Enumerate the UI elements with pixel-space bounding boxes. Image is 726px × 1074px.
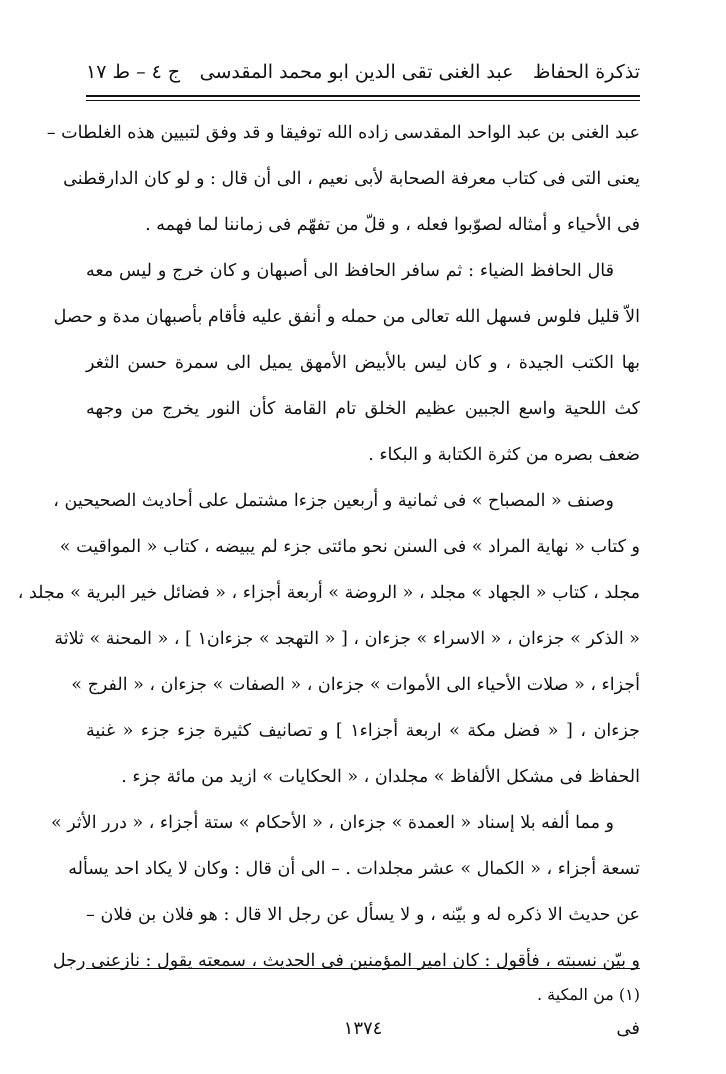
text-line: ضعف بصره من كثرة الكتابة و البكاء . bbox=[368, 445, 640, 465]
header-rule-thin bbox=[86, 100, 640, 101]
text-line: وصنف « المصباح » فى ثمانية و أربعين جزءا مشتمل على أحاديث الصحيحين ، bbox=[53, 491, 614, 511]
header-subject: عبد الغنى تقى الدين ابو محمد المقدسى bbox=[199, 61, 514, 83]
text-line: و كتاب « نهاية المراد » فى السنن نحو مائتى جزء لم يبيضه ، كتاب « المواقيت » bbox=[59, 537, 640, 557]
text-line: قال الحافظ الضياء : ثم سافر الحافظ الى أصبهان و كان خرج و ليس معه bbox=[86, 261, 614, 281]
running-header bbox=[86, 52, 640, 92]
text-line: يعنى التى فى كتاب معرفة الصحابة لأبى نعيم ، الى أن قال : و لو كان الدارقطنى bbox=[63, 169, 640, 189]
text-line: الحفاظ فى مشكل الألفاظ » مجلدان ، « الحكايات » ازيد من مائة جزء . bbox=[121, 767, 640, 787]
text-line: و بيّن نسبته ، فأقول : كان امير المؤمنين فى الحديث ، سمعته يقول : نازعنى رجل bbox=[52, 951, 640, 971]
text-line: مجلد ، كتاب « الجهاد » مجلد ، « الروضة » أربعة أجزاء ، « فضائل خير البرية » مجلد ، bbox=[17, 583, 640, 603]
text-line: أجزاء ، « صلات الأحياء الى الأموات » جزءان ، « الصفات » جزءان ، « الفرج » bbox=[71, 675, 640, 695]
book-title: تذكرة الحفاظ bbox=[532, 61, 640, 83]
footnote: (١) من المكية . bbox=[537, 985, 640, 1004]
text-line: كث اللحية واسع الجبين عظيم الخلق تام القامة كأن النور يخرج من وجهه bbox=[86, 399, 640, 419]
page-number: ١٣٧٤ bbox=[343, 1018, 383, 1039]
text-line: بها الكتب الجيدة ، و كان ليس بالأبيض الأمهق يميل الى سمرة حسن الثغر bbox=[86, 353, 640, 373]
footnote-rule bbox=[86, 968, 640, 969]
text-line: جزءان ، [ « فضل مكة » اربعة أجزاء١ ] و تصانيف كثيرة جزء جزء « غنية bbox=[86, 721, 640, 741]
volume-reference: ج ٤ – ط ١٧ bbox=[86, 61, 181, 83]
catchword: فى bbox=[616, 1018, 640, 1039]
text-line: و مما ألفه بلا إسناد « العمدة » جزءان ، « الأحكام » ستة أجزاء ، « درر الأثر » bbox=[50, 813, 614, 833]
header-rule bbox=[86, 95, 640, 97]
body-text bbox=[17, 110, 640, 984]
book-page bbox=[17, 0, 640, 1074]
text-line: الاّ قليل فلوس فسهل الله تعالى من حمله و أنفق عليه فأقام بأصبهان مدة و حصل bbox=[53, 307, 640, 327]
text-line: فى الأحياء و أمثاله لصوّبوا فعله ، و قلّ من تفهّم فى زماننا لما فهمه . bbox=[145, 215, 640, 235]
text-line: عبد الغنى بن عبد الواحد المقدسى زاده الله توفيقا و قد وفق لتبيين هذه الغلطات – bbox=[46, 123, 640, 143]
text-line: « الذكر » جزءان ، « الاسراء » جزءان ، [ « التهجد » جزءان١ ] ، « المحنة » ثلاثة bbox=[54, 629, 640, 649]
text-line: تسعة أجزاء ، « الكمال » عشر مجلدات . – الى أن قال : وكان لا يكاد احد يسأله bbox=[68, 859, 640, 879]
text-line: عن حديث الا ذكره له و بيّنه ، و لا يسأل عن رجل الا قال : هو فلان بن فلان – bbox=[86, 905, 640, 925]
